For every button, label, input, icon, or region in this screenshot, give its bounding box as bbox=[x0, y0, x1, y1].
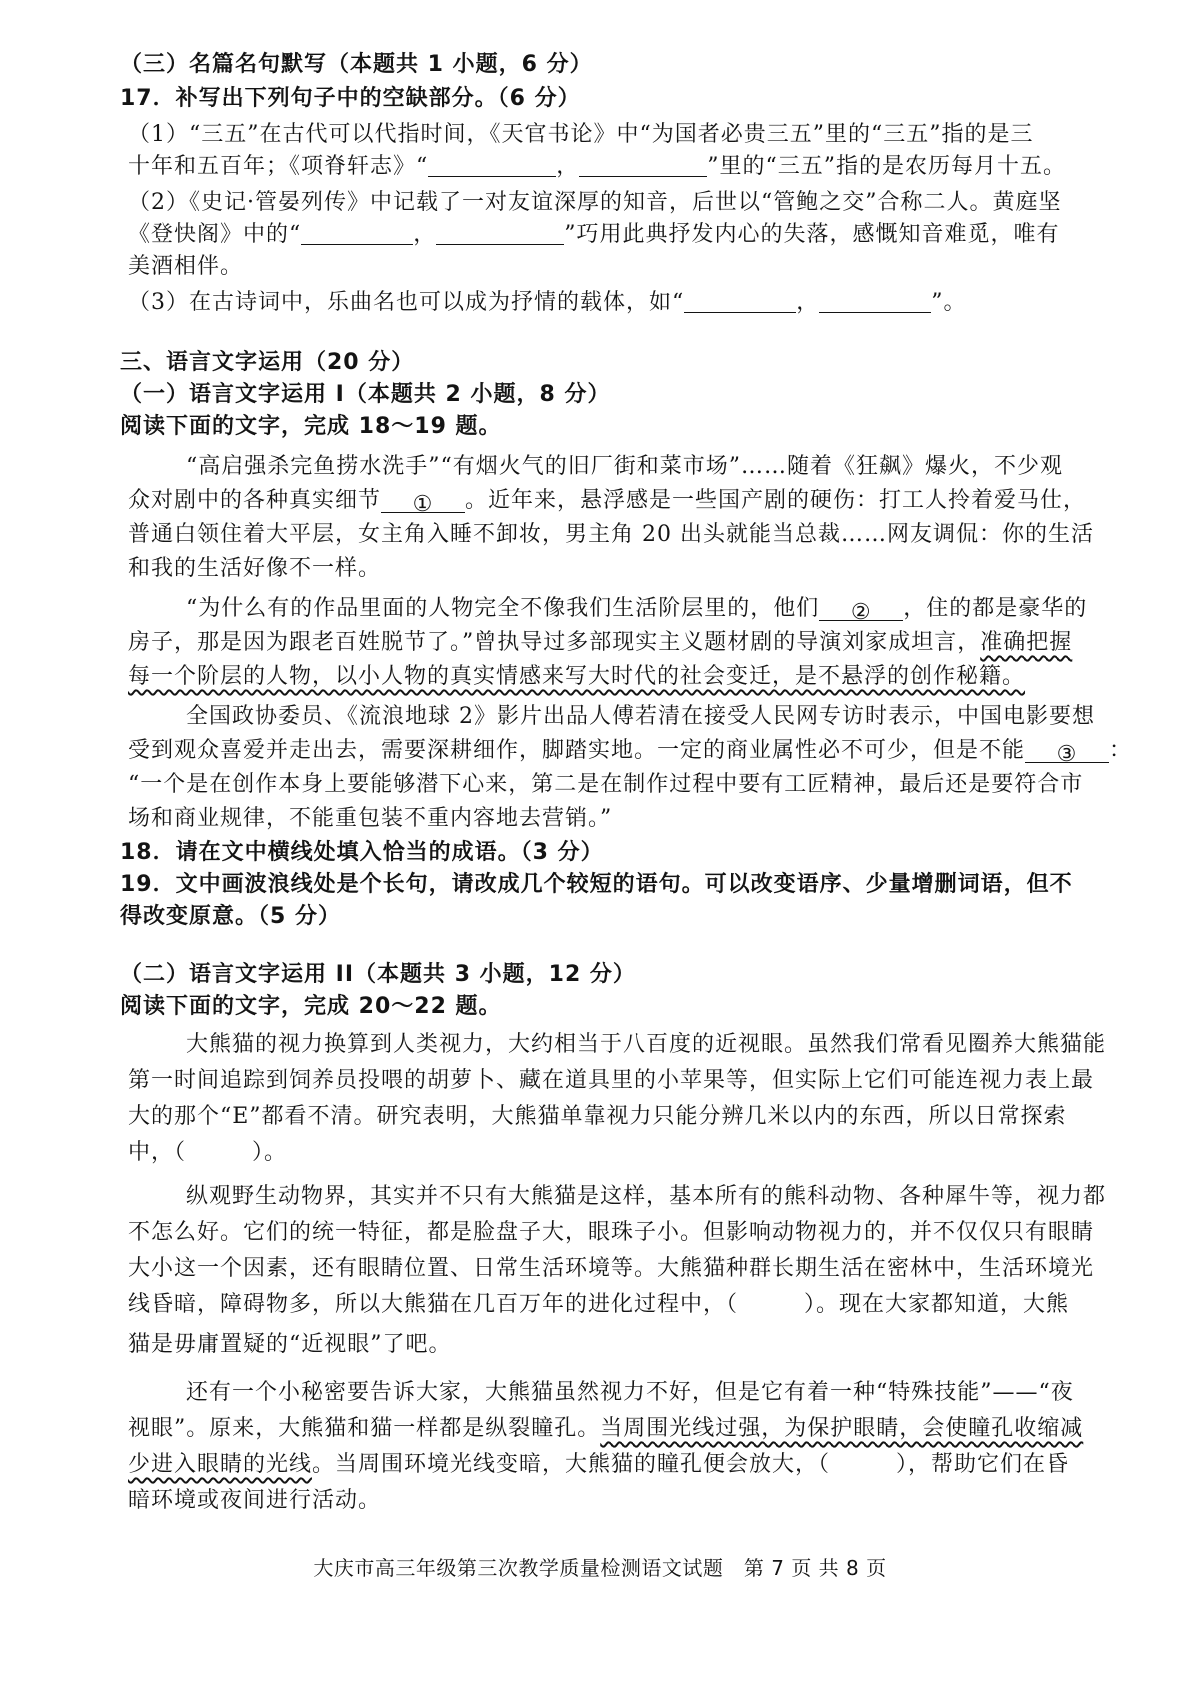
passage-1-para-1-line-2 bbox=[128, 486, 1086, 516]
text-segment: ， bbox=[413, 222, 437, 247]
q17-item-2-line-2 bbox=[128, 220, 1060, 250]
wavy-underlined-text: 少进入眼睛的光线 bbox=[128, 1452, 313, 1477]
text-segment: 《登快阁》中的“ bbox=[128, 222, 302, 247]
answer-blank bbox=[819, 290, 931, 313]
text-segment: 。当周围环境光线变暗，大熊猫的瞳孔便会放大，（ bbox=[312, 1452, 831, 1477]
passage-1-para-3-line-3: “一个是在创作本身上要能够潜下心来，第二是在制作过程中要有工匠精神，最后还是要符合市 bbox=[128, 772, 1084, 797]
wavy-underlined-text: 当周围光线过强，为保护眼睛，会使瞳孔收缩减 bbox=[600, 1416, 1084, 1441]
answer-blank-1: ① bbox=[381, 490, 465, 513]
passage-2-para-1-line-4 bbox=[128, 1138, 287, 1168]
text-segment: （3）在古诗词中，乐曲名也可以成为抒情的载体，如“ bbox=[128, 290, 685, 315]
passage-1-para-3-line-1: 全国政协委员、《流浪地球 2》影片出品人傅若清在接受人民网专访时表示，中国电影要想 bbox=[186, 704, 1095, 729]
text-segment: 视眼”。原来，大熊猫和猫一样都是纵裂瞳孔。 bbox=[128, 1416, 601, 1441]
text-segment: ”。 bbox=[931, 290, 967, 315]
passage-2-para-3-line-4: 暗环境或夜间进行活动。 bbox=[128, 1488, 382, 1513]
text-segment: “为什么有的作品里面的人物完全不像我们生活阶层里的，他们 bbox=[186, 596, 820, 621]
text-segment: ， bbox=[556, 154, 580, 179]
passage-2-para-2-line-3: 大小这一个因素，还有眼睛位置、日常生活环境等。大熊猫种群长期生活在密林中，生活环境光 bbox=[128, 1256, 1095, 1281]
text-segment: 线昏暗，障碍物多，所以大熊猫在几百万年的进化过程中，（ bbox=[128, 1292, 739, 1317]
text-segment: 中，（ bbox=[128, 1140, 187, 1165]
text-segment: ），帮助它们在昏 bbox=[896, 1452, 1070, 1477]
text-segment: 受到观众喜爱并走出去，需要深耕细作，脚踏实地。一定的商业属性必不可少，但是不能 bbox=[128, 738, 1026, 763]
passage-2-para-2-line-5: 猫是毋庸置疑的“近视眼”了吧。 bbox=[128, 1332, 452, 1357]
q17-item-1-line-1: （1）“三五”在古代可以代指时间，《天官书论》中“为国者必贵三五”里的“三五”指的是三 bbox=[128, 122, 1034, 147]
section-heading-famous-lines: （三）名篇名句默写（本题共 1 小题，6 分） bbox=[120, 52, 593, 77]
question-19-line-1: 19．文中画波浪线处是个长句，请改成几个较短的语句。可以改变语序、少量增删词语，但不 bbox=[120, 872, 1073, 897]
question-18: 18．请在文中横线处填入恰当的成语。（3 分） bbox=[120, 840, 604, 865]
passage-1-para-2-line-1 bbox=[186, 594, 1087, 624]
page-footer: 大庆市高三年级第三次教学质量检测语文试题 第 7 页 共 8 页 bbox=[313, 1556, 887, 1580]
text-segment: ： bbox=[1109, 738, 1133, 763]
text-segment: ”巧用此典抒发内心的失落，感慨知音难觅，唯有 bbox=[564, 222, 1060, 247]
wavy-underlined-text: 每一个阶层的人物，以小人物的真实情感来写大时代的社会变迁，是不悬浮的创作秘籍。 bbox=[128, 664, 1026, 689]
passage-2-para-2-line-2: 不怎么好。它们的统一特征，都是脸盘子大，眼珠子小。但影响动物视力的，并不仅仅只有眼睛 bbox=[128, 1220, 1095, 1245]
text-segment: ，住的都是豪华的 bbox=[903, 596, 1088, 621]
q17-item-2-line-1: （2）《史记·管晏列传》中记载了一对友谊深厚的知音，后世以“管鲍之交”合称二人。黄庭坚 bbox=[128, 190, 1062, 215]
text-segment: ”里的“三五”指的是农历每月十五。 bbox=[707, 154, 1067, 179]
answer-blank-2: ② bbox=[819, 598, 903, 621]
answer-blank bbox=[301, 222, 413, 245]
text-segment: 。近年来，悬浮感是一些国产剧的硬伤：打工人拎着爱马仕， bbox=[465, 488, 1087, 513]
passage-1-para-1-line-4: 和我的生活好像不一样。 bbox=[128, 556, 382, 581]
passage-2-para-1-line-3: 大的那个“E”都看不清。研究表明，大熊猫单靠视力只能分辨几米以内的东西，所以日常探索 bbox=[128, 1104, 1067, 1129]
answer-blank bbox=[579, 154, 707, 177]
text-segment: ， bbox=[796, 290, 820, 315]
wavy-underlined-text: 准确把握 bbox=[980, 630, 1073, 655]
q17-item-1-line-2 bbox=[128, 152, 1066, 182]
q17-item-2-line-3: 美酒相伴。 bbox=[128, 254, 244, 279]
answer-blank bbox=[436, 222, 564, 245]
passage-2-para-3-line-1: 还有一个小秘密要告诉大家，大熊猫虽然视力不好，但是它有着一种“特殊技能”——“夜 bbox=[186, 1380, 1074, 1405]
passage-2-para-1-line-2: 第一时间追踪到饲养员投喂的胡萝卜、藏在道具里的小苹果等，但实际上它们可能连视力表上最 bbox=[128, 1068, 1095, 1093]
text-segment: 房子，那是因为跟老百姓脱节了。”曾执导过多部现实主义题材剧的导演刘家成坦言， bbox=[128, 630, 981, 655]
passage-1-para-1-line-3: 普通白领住着大平层，女主角入睡不卸妆，男主角 20 出头就能当总裁……网友调侃：你的生活 bbox=[128, 522, 1094, 547]
passage-2-para-3-line-3 bbox=[128, 1450, 1069, 1480]
q17-item-3 bbox=[128, 288, 967, 318]
answer-blank-3: ③ bbox=[1025, 740, 1109, 763]
text-segment: 十年和五百年；《项脊轩志》“ bbox=[128, 154, 429, 179]
text-segment: 众对剧中的各种真实细节 bbox=[128, 488, 382, 513]
answer-blank bbox=[684, 290, 796, 313]
text-segment: ）。 bbox=[252, 1140, 288, 1165]
subsection-1-instruction: 阅读下面的文字，完成 18～19 题。 bbox=[120, 414, 502, 439]
passage-2-para-3-line-2 bbox=[128, 1414, 1083, 1444]
passage-2-para-1-line-1: 大熊猫的视力换算到人类视力，大约相当于八百度的近视眼。虽然我们常看见圈养大熊猫能 bbox=[186, 1032, 1107, 1057]
passage-1-para-3-line-4: 场和商业规律，不能重包装不重内容地去营销。” bbox=[128, 806, 613, 831]
question-17-title: 17．补写出下列句子中的空缺部分。（6 分） bbox=[120, 86, 581, 111]
passage-1-para-2-line-3 bbox=[128, 662, 1025, 692]
subsection-2-heading: （二）语言文字运用 II（本题共 3 小题，12 分） bbox=[120, 962, 636, 987]
passage-1-para-3-line-2 bbox=[128, 736, 1132, 766]
passage-1-para-1-line-1: “高启强杀完鱼捞水洗手”“有烟火气的旧厂街和菜市场”……随着《狂飙》爆火，不少观 bbox=[186, 454, 1063, 479]
passage-2-para-2-line-1: 纵观野生动物界，其实并不只有大熊猫是这样，基本所有的熊科动物、各种犀牛等，视力都 bbox=[186, 1184, 1107, 1209]
part-heading-language-use: 三、语言文字运用（20 分） bbox=[120, 350, 415, 375]
answer-blank bbox=[428, 154, 556, 177]
question-19-line-2: 得改变原意。（5 分） bbox=[120, 904, 341, 929]
passage-1-para-2-line-2 bbox=[128, 628, 1072, 658]
subsection-1-heading: （一）语言文字运用 I（本题共 2 小题，8 分） bbox=[120, 382, 611, 407]
subsection-2-instruction: 阅读下面的文字，完成 20～22 题。 bbox=[120, 994, 502, 1019]
passage-2-para-2-line-4 bbox=[128, 1290, 1069, 1320]
text-segment: ）。现在大家都知道，大熊 bbox=[804, 1292, 1070, 1317]
